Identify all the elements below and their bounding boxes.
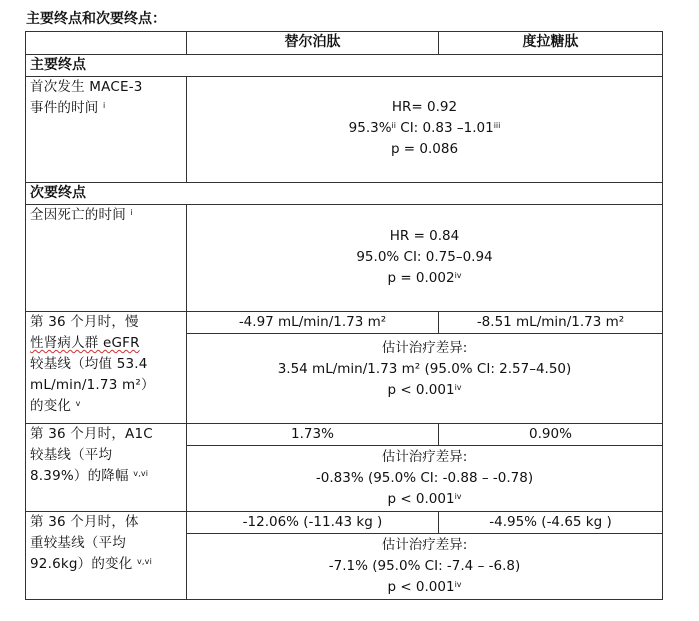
table-header-row [26,32,663,55]
section-secondary-label: 次要终点 [26,183,663,205]
egfr-diff-value: 3.54 mL/min/1.73 m² (95.0% CI: 2.57–4.50) [277,361,572,377]
a1c-diff-cell: 估计治疗差异: -0.83% (95.0% CI: -0.88 – -0.78) $p < 0.001^{iv}$ [187,446,663,512]
row-label-death: 全因死亡的时间 $^i$ [26,205,187,312]
header-empty-cell [26,32,187,55]
header-dulaglutide: 度拉糖肽 [439,32,663,55]
death-ci: 95.0% CI: 0.75–0.94 [356,249,493,265]
table-row-egfr [26,312,663,334]
weight-diff-cell: 估计治疗差异: -7.1% (95.0% CI: -7.4 – -6.8) $p < 0.001^{iv}$ [187,534,663,600]
mace-p: p = 0.086 [390,141,459,157]
mace-ci: 95.3%$^{ii}$ CI: 0.83 –1.01$^{iii}$ [348,120,501,136]
death-result-cell [187,205,663,312]
death-hr: HR = 0.84 [389,228,460,244]
section-row-secondary [26,183,663,205]
row-label-a1c: 第 36 个月时，A1C 较基线（平均 8.39%）的降幅 $^{v,vi}$ [26,424,187,512]
mace-label-line2: 事件的时间 $^i$ [30,100,106,116]
table-row-weight [26,512,663,534]
table-row-mace [26,77,663,183]
mace-label-line1: 首次发生 MACE-3 [30,79,143,95]
death-p: $p = 0.002^{iv}$ [387,270,462,286]
a1c-tirzepatide-value: 1.73% [187,424,439,446]
weight-p: $p < 0.001^{iv}$ [387,579,462,595]
egfr-dulaglutide-value: -8.51 mL/min/1.73 m² [439,312,663,334]
a1c-diff-value: -0.83% (95.0% CI: -0.88 – -0.78) [315,470,534,486]
weight-diff-value: -7.1% (95.0% CI: -7.4 – -6.8) [328,558,521,574]
egfr-p: $p < 0.001^{iv}$ [387,382,462,398]
table-row-a1c [26,424,663,446]
header-tirzepatide: 替尔泊肽 [187,32,439,55]
row-label-weight: 第 36 个月时，体 重较基线（平均 92.6kg）的变化 $^{v,vi}$ [26,512,187,600]
egfr-tirzepatide-value: -4.97 mL/min/1.73 m² [187,312,439,334]
section-primary-label: 主要终点 [26,55,663,77]
egfr-diff-cell: 估计治疗差异: 3.54 mL/min/1.73 m² (95.0% CI: 2.57–4.50) $p < 0.001^{iv}$ [187,334,663,424]
a1c-p: $p < 0.001^{iv}$ [387,491,462,507]
endpoints-table [25,31,663,600]
mace-label-sup: i [103,101,106,110]
mace-hr: HR= 0.92 [391,99,458,115]
a1c-dulaglutide-value: 0.90% [439,424,663,446]
row-label-egfr: 第 36 个月时，慢 性肾病人群 eGFR 较基线（均值 53.4 mL/min/1.73 m²） 的变化 $^v$ [26,312,187,424]
row-label-mace [26,77,187,183]
page-heading: 主要终点和次要终点： [26,11,166,27]
section-row-primary [26,55,663,77]
mace-result-cell [187,77,663,183]
weight-tirzepatide-value: -12.06% (-11.43 kg ) [187,512,439,534]
weight-dulaglutide-value: -4.95% (-4.65 kg ) [439,512,663,534]
table-row-death [26,205,663,312]
